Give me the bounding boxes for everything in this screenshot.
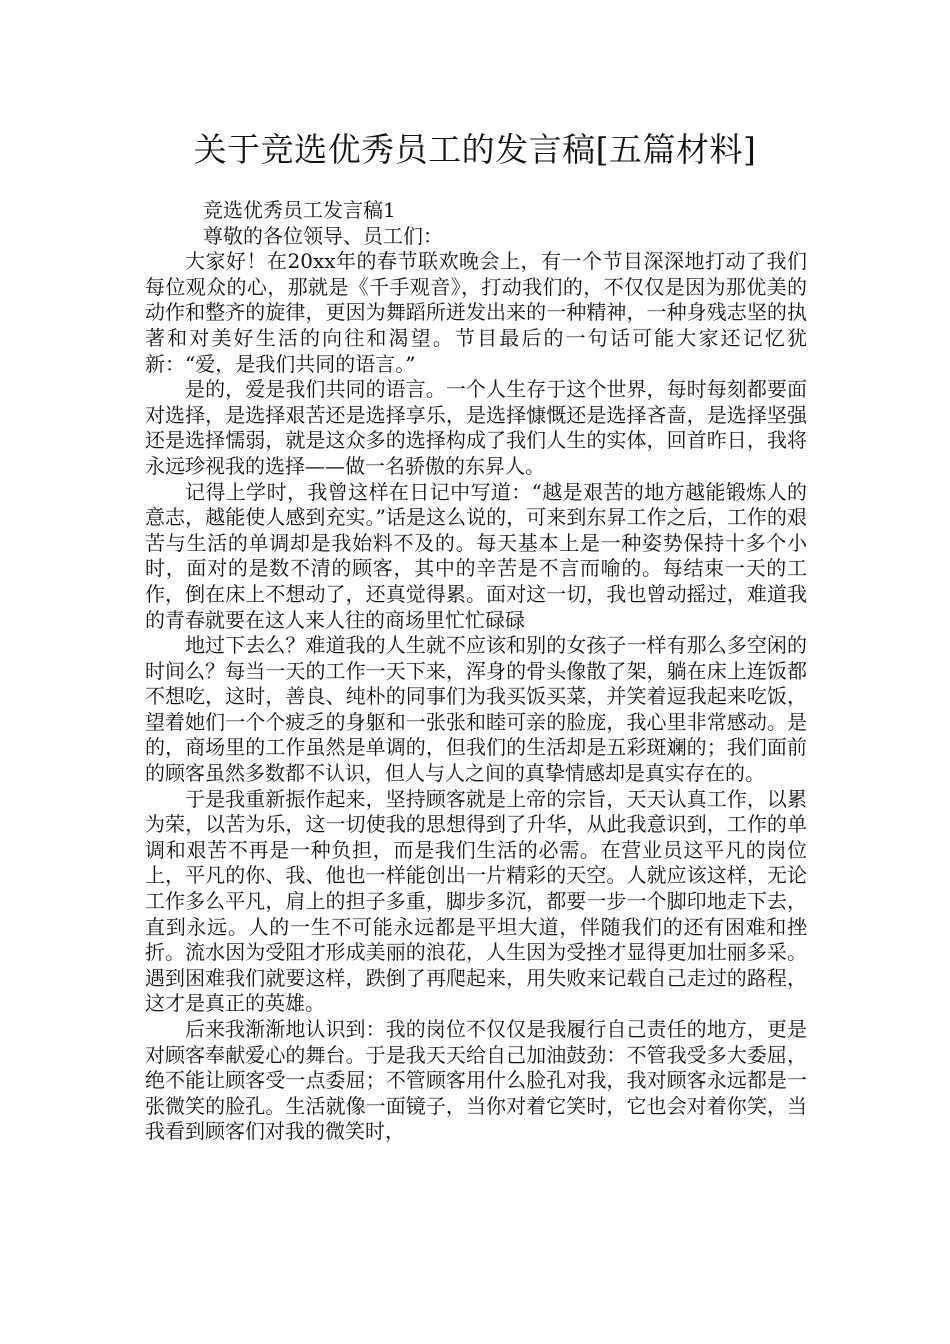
paragraph: 记得上学时，我曾这样在日记中写道：“越是艰苦的地方越能锻炼人的意志，越能使人感到充实。”话是这么说的，可来到东昇工作之后，工作的艰苦与生活的单调却是我始料不及的。每天基本上是一种姿势保持十多个小时，面对的是数不清的顾客，其中的辛苦是不言而喻的。每结束一天的工作，倒在床上不想动了，还真觉得累。面对这一切，我也曾动摇过，难道我的青春就要在这人来人往的商场里忙忙碌碌 (145, 479, 807, 632)
paragraph: 地过下去么？难道我的人生就不应该和别的女孩子一样有那么多空闲的时间么？每当一天的工作一天下来，浑身的骨头像散了架，躺在床上连饭都不想吃，这时，善良、纯朴的同事们为我买饭买菜，并笑着逗我起来吃饭，望着她们一个个疲乏的身躯和一张张和睦可亲的脸庞，我心里非常感动。是的，商场里的工作虽然是单调的，但我们的生活却是五彩斑斓的；我们面前的顾客虽然多数都不认识，但人与人之间的真挚情感却是真实存在的。 (145, 633, 807, 786)
paragraph: 后来我渐渐地认识到：我的岗位不仅仅是我履行自己责任的地方，更是对顾客奉献爱心的舞台。于是我天天给自己加油鼓劲：不管我受多大委屈，绝不能让顾客受一点委屈；不管顾客用什么脸孔对我，我对顾客永远都是一张微笑的脸孔。生活就像一面镜子，当你对着它笑时，它也会对着你笑，当我看到顾客们对我的微笑时， (145, 1017, 807, 1144)
speech-greeting: 尊敬的各位领导、员工们： (203, 223, 443, 248)
paragraph: 是的，爱是我们共同的语言。一个人生存于这个世界，每时每刻都要面对选择，是选择艰苦还是选择享乐，是选择慷慨还是选择吝啬，是选择坚强还是选择懦弱，就是这众多的选择构成了我们人生的实体，回首昨日，我将永远珍视我的选择——做一名骄傲的东昇人。 (145, 377, 807, 478)
document-title: 关于竞选优秀员工的发言稿[五篇材料] (193, 130, 757, 169)
speech-subtitle: 竞选优秀员工发言稿1 (203, 198, 396, 222)
paragraph: 大家好！在20xx年的春节联欢晚会上，有一个节目深深地打动了我们每位观众的心，那就是《千手观音》，打动我们的，不仅仅是因为那优美的动作和整齐的旋律，更因为舞蹈所迸发出来的一种精神，一种身残志坚的执著和对美好生活的向往和渴望。节目最后的一句话可能大家还记忆犹新：“爱，是我们共同的语言。” (145, 249, 807, 376)
document-body (145, 198, 807, 1145)
paragraph: 于是我重新振作起来，坚持顾客就是上帝的宗旨，天天认真工作，以累为荣，以苦为乐，这一切使我的思想得到了升华，从此我意识到，工作的单调和艰苦不再是一种负担，而是我们生活的必需。在营业员这平凡的岗位上，平凡的你、我、他也一样能创出一片精彩的天空。人就应该这样，无论工作多么平凡，肩上的担子多重，脚步多沉，都要一步一个脚印地走下去，直到永远。人的一生不可能永远都是平坦大道，伴随我们的还有困难和挫折。流水因为受阻才形成美丽的浪花，人生因为受挫才显得更加壮丽多采。遇到困难我们就要这样，跌倒了再爬起来，用失败来记载自己走过的路程，这才是真正的英雄。 (145, 786, 807, 1016)
